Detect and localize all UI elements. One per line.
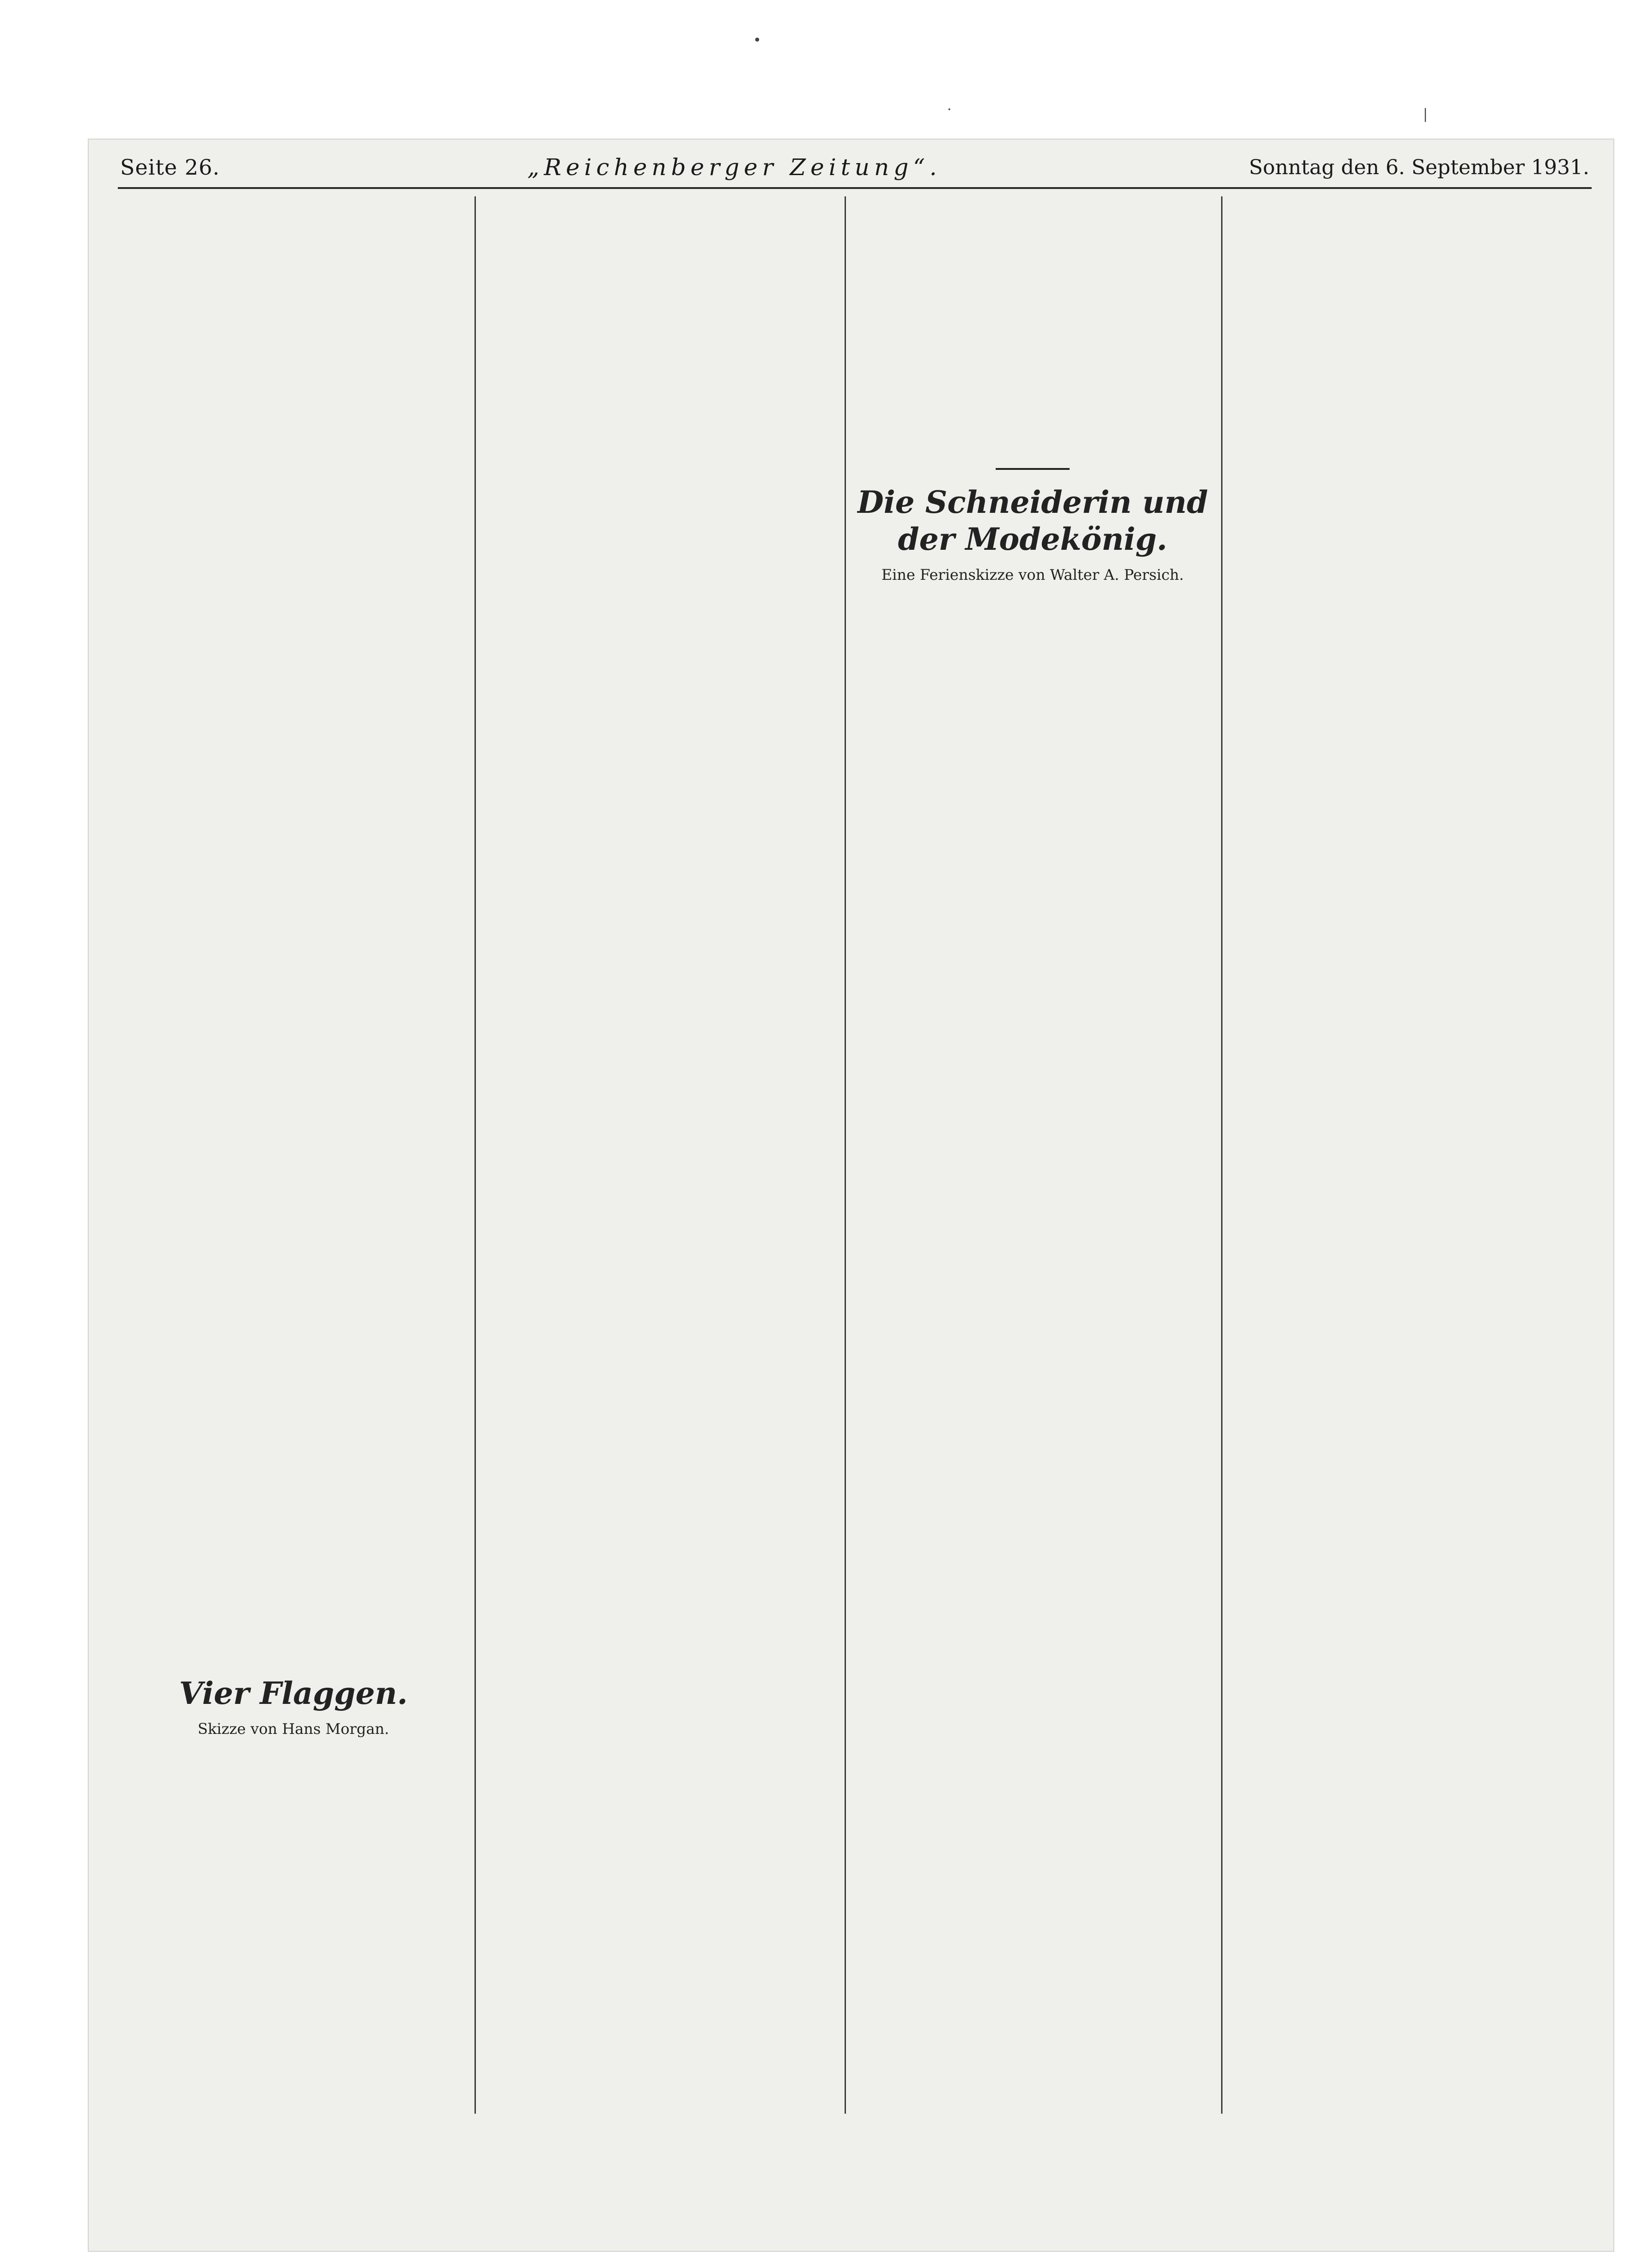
scan-mark: | [1423, 106, 1428, 122]
story-1-byline: Skizze von Hans Morgan. [197, 1720, 389, 1738]
issue-date: Sonntag den 6. September 1931. [1249, 155, 1589, 179]
column-3 [857, 196, 1208, 2109]
story-2-title: Die Schneiderin und der Modekönig. [857, 484, 1208, 557]
column-2 [483, 196, 834, 2109]
masthead-title: „Reichenberger Zeitung“. [527, 154, 942, 181]
page-number: Seite 26. [120, 155, 220, 180]
story-2-heading [857, 484, 1208, 584]
section-rule [996, 468, 1070, 470]
column-text-area [857, 196, 1208, 455]
story-1-heading [118, 1675, 469, 1739]
column-4 [1231, 196, 1582, 2109]
header-rule [118, 187, 1592, 189]
column-text-area [118, 1748, 469, 2071]
column-text-area [483, 196, 834, 2091]
column-1 [118, 196, 469, 2109]
page-header [120, 149, 1589, 186]
scan-mark: · [947, 102, 952, 118]
column-divider [1221, 196, 1222, 2114]
story-1-title: Vier Flaggen. [179, 1675, 408, 1711]
column-text-area [1231, 196, 1582, 2091]
column-divider [474, 196, 476, 2114]
scan-mark: • [753, 32, 761, 49]
column-text-area [857, 594, 1208, 2072]
story-2-byline: Eine Ferienskizze von Walter A. Persich. [881, 566, 1184, 584]
column-text-area [118, 196, 469, 1661]
column-divider [845, 196, 846, 2114]
